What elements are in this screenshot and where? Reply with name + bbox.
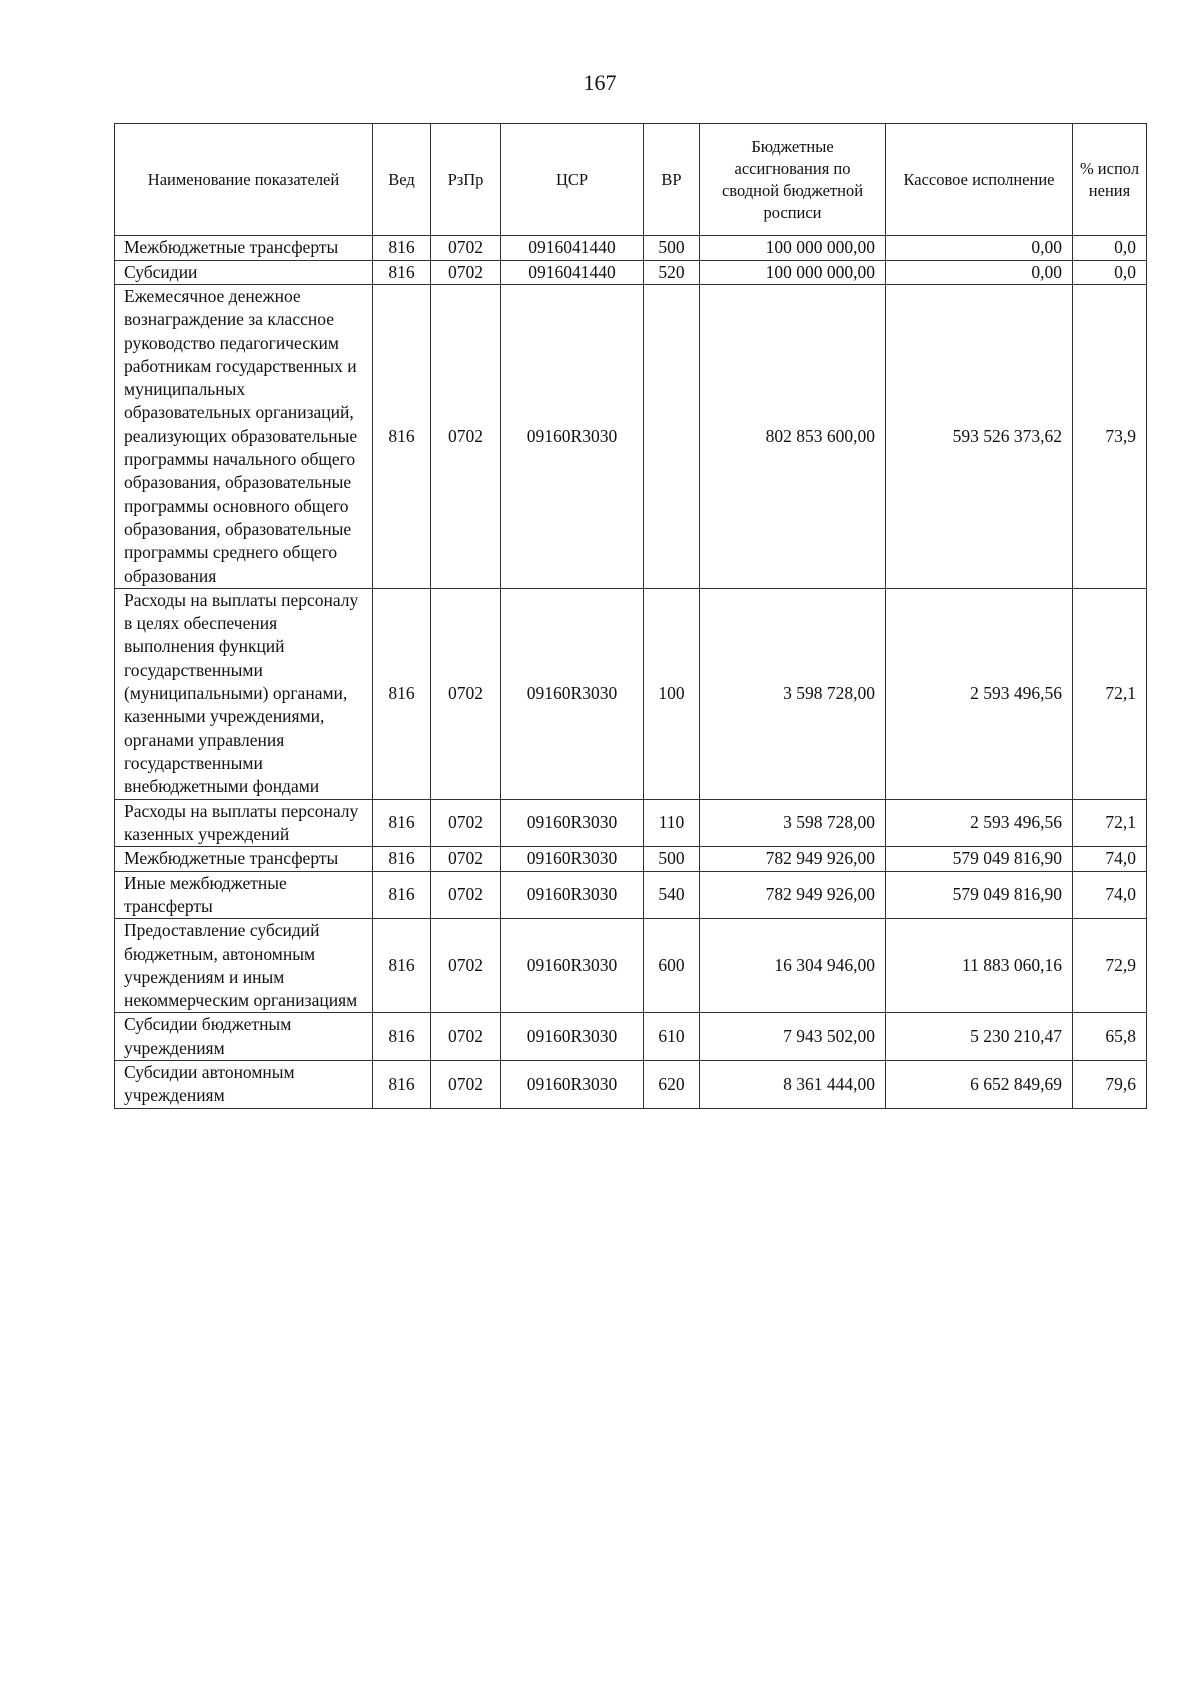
cell-cash: 2 593 496,56 <box>886 588 1073 799</box>
cell-budget: 782 949 926,00 <box>700 847 886 872</box>
cell-cash: 593 526 373,62 <box>886 285 1073 589</box>
cell-ved: 816 <box>373 919 431 1013</box>
cell-cash: 579 049 816,90 <box>886 871 1073 919</box>
cell-pct: 74,0 <box>1073 847 1147 872</box>
header-ved: Вед <box>373 124 431 236</box>
cell-ved: 816 <box>373 847 431 872</box>
table-row <box>115 236 1147 261</box>
cell-csr: 09160R3030 <box>501 847 644 872</box>
cell-ved: 816 <box>373 285 431 589</box>
cell-name: Ежемесячное денежное вознаграждение за классное руководство педагогическим работникам государственных и муниципальных образовательных организаций, реализующих образовательные программы начального общего образования, образовательные программы основного общего образования, образовательные программы среднего общего образования <box>115 285 373 589</box>
cell-pct: 72,1 <box>1073 588 1147 799</box>
cell-budget: 802 853 600,00 <box>700 285 886 589</box>
header-budget: Бюджетные ассигнования по сводной бюджетной росписи <box>700 124 886 236</box>
cell-name: Межбюджетные трансферты <box>115 236 373 261</box>
cell-vr: 520 <box>644 260 700 285</box>
cell-rzpr: 0702 <box>431 588 501 799</box>
cell-cash: 0,00 <box>886 236 1073 261</box>
cell-budget: 7 943 502,00 <box>700 1013 886 1061</box>
cell-pct: 65,8 <box>1073 1013 1147 1061</box>
cell-pct: 73,9 <box>1073 285 1147 589</box>
cell-rzpr: 0702 <box>431 285 501 589</box>
cell-cash: 2 593 496,56 <box>886 799 1073 847</box>
cell-csr: 0916041440 <box>501 236 644 261</box>
cell-cash: 6 652 849,69 <box>886 1061 1073 1109</box>
cell-rzpr: 0702 <box>431 847 501 872</box>
cell-rzpr: 0702 <box>431 1013 501 1061</box>
cell-csr: 09160R3030 <box>501 1013 644 1061</box>
cell-csr: 09160R3030 <box>501 285 644 589</box>
cell-name: Расходы на выплаты персоналу казенных учреждений <box>115 799 373 847</box>
cell-csr: 09160R3030 <box>501 799 644 847</box>
cell-budget: 3 598 728,00 <box>700 588 886 799</box>
cell-pct: 72,9 <box>1073 919 1147 1013</box>
cell-rzpr: 0702 <box>431 799 501 847</box>
cell-pct: 79,6 <box>1073 1061 1147 1109</box>
cell-ved: 816 <box>373 1061 431 1109</box>
cell-ved: 816 <box>373 1013 431 1061</box>
cell-vr: 100 <box>644 588 700 799</box>
cell-rzpr: 0702 <box>431 919 501 1013</box>
header-csr: ЦСР <box>501 124 644 236</box>
cell-vr: 500 <box>644 847 700 872</box>
cell-ved: 816 <box>373 236 431 261</box>
cell-budget: 100 000 000,00 <box>700 236 886 261</box>
cell-cash: 0,00 <box>886 260 1073 285</box>
cell-vr: 620 <box>644 1061 700 1109</box>
cell-pct: 0,0 <box>1073 236 1147 261</box>
header-rzpr: РзПр <box>431 124 501 236</box>
budget-execution-table <box>114 123 1147 1109</box>
table-row <box>115 919 1147 1013</box>
header-vr: ВР <box>644 124 700 236</box>
cell-ved: 816 <box>373 799 431 847</box>
cell-budget: 3 598 728,00 <box>700 799 886 847</box>
header-cash: Кассовое исполнение <box>886 124 1073 236</box>
table-row <box>115 260 1147 285</box>
table-row <box>115 799 1147 847</box>
cell-vr: 110 <box>644 799 700 847</box>
cell-vr: 600 <box>644 919 700 1013</box>
cell-rzpr: 0702 <box>431 1061 501 1109</box>
cell-vr <box>644 285 700 589</box>
cell-vr: 610 <box>644 1013 700 1061</box>
cell-name: Предоставление субсидий бюджетным, автономным учреждениям и иным некоммерческим организациям <box>115 919 373 1013</box>
table-row <box>115 1013 1147 1061</box>
cell-budget: 100 000 000,00 <box>700 260 886 285</box>
cell-csr: 09160R3030 <box>501 588 644 799</box>
cell-vr: 500 <box>644 236 700 261</box>
table-row <box>115 1061 1147 1109</box>
cell-budget: 782 949 926,00 <box>700 871 886 919</box>
cell-budget: 16 304 946,00 <box>700 919 886 1013</box>
cell-cash: 11 883 060,16 <box>886 919 1073 1013</box>
cell-ved: 816 <box>373 260 431 285</box>
cell-cash: 5 230 210,47 <box>886 1013 1073 1061</box>
cell-name: Иные межбюджетные трансферты <box>115 871 373 919</box>
page-number: 167 <box>583 70 617 95</box>
cell-csr: 0916041440 <box>501 260 644 285</box>
table-row <box>115 871 1147 919</box>
cell-name: Субсидии автономным учреждениям <box>115 1061 373 1109</box>
cell-cash: 579 049 816,90 <box>886 847 1073 872</box>
cell-pct: 72,1 <box>1073 799 1147 847</box>
cell-pct: 0,0 <box>1073 260 1147 285</box>
header-pct: % испол нения <box>1073 124 1147 236</box>
cell-ved: 816 <box>373 871 431 919</box>
cell-rzpr: 0702 <box>431 260 501 285</box>
cell-csr: 09160R3030 <box>501 871 644 919</box>
cell-name: Межбюджетные трансферты <box>115 847 373 872</box>
cell-name: Расходы на выплаты персоналу в целях обеспечения выполнения функций государственными (муниципальными) органами, казенными учреждениями, органами управления государственными внебюджетными фондами <box>115 588 373 799</box>
cell-budget: 8 361 444,00 <box>700 1061 886 1109</box>
cell-csr: 09160R3030 <box>501 1061 644 1109</box>
cell-vr: 540 <box>644 871 700 919</box>
cell-pct: 74,0 <box>1073 871 1147 919</box>
table-row <box>115 285 1147 589</box>
cell-rzpr: 0702 <box>431 236 501 261</box>
cell-name: Субсидии <box>115 260 373 285</box>
cell-name: Субсидии бюджетным учреждениям <box>115 1013 373 1061</box>
header-row <box>115 124 1147 236</box>
table-row <box>115 588 1147 799</box>
table-row <box>115 847 1147 872</box>
cell-rzpr: 0702 <box>431 871 501 919</box>
cell-ved: 816 <box>373 588 431 799</box>
cell-csr: 09160R3030 <box>501 919 644 1013</box>
header-name: Наименование показателей <box>115 124 373 236</box>
